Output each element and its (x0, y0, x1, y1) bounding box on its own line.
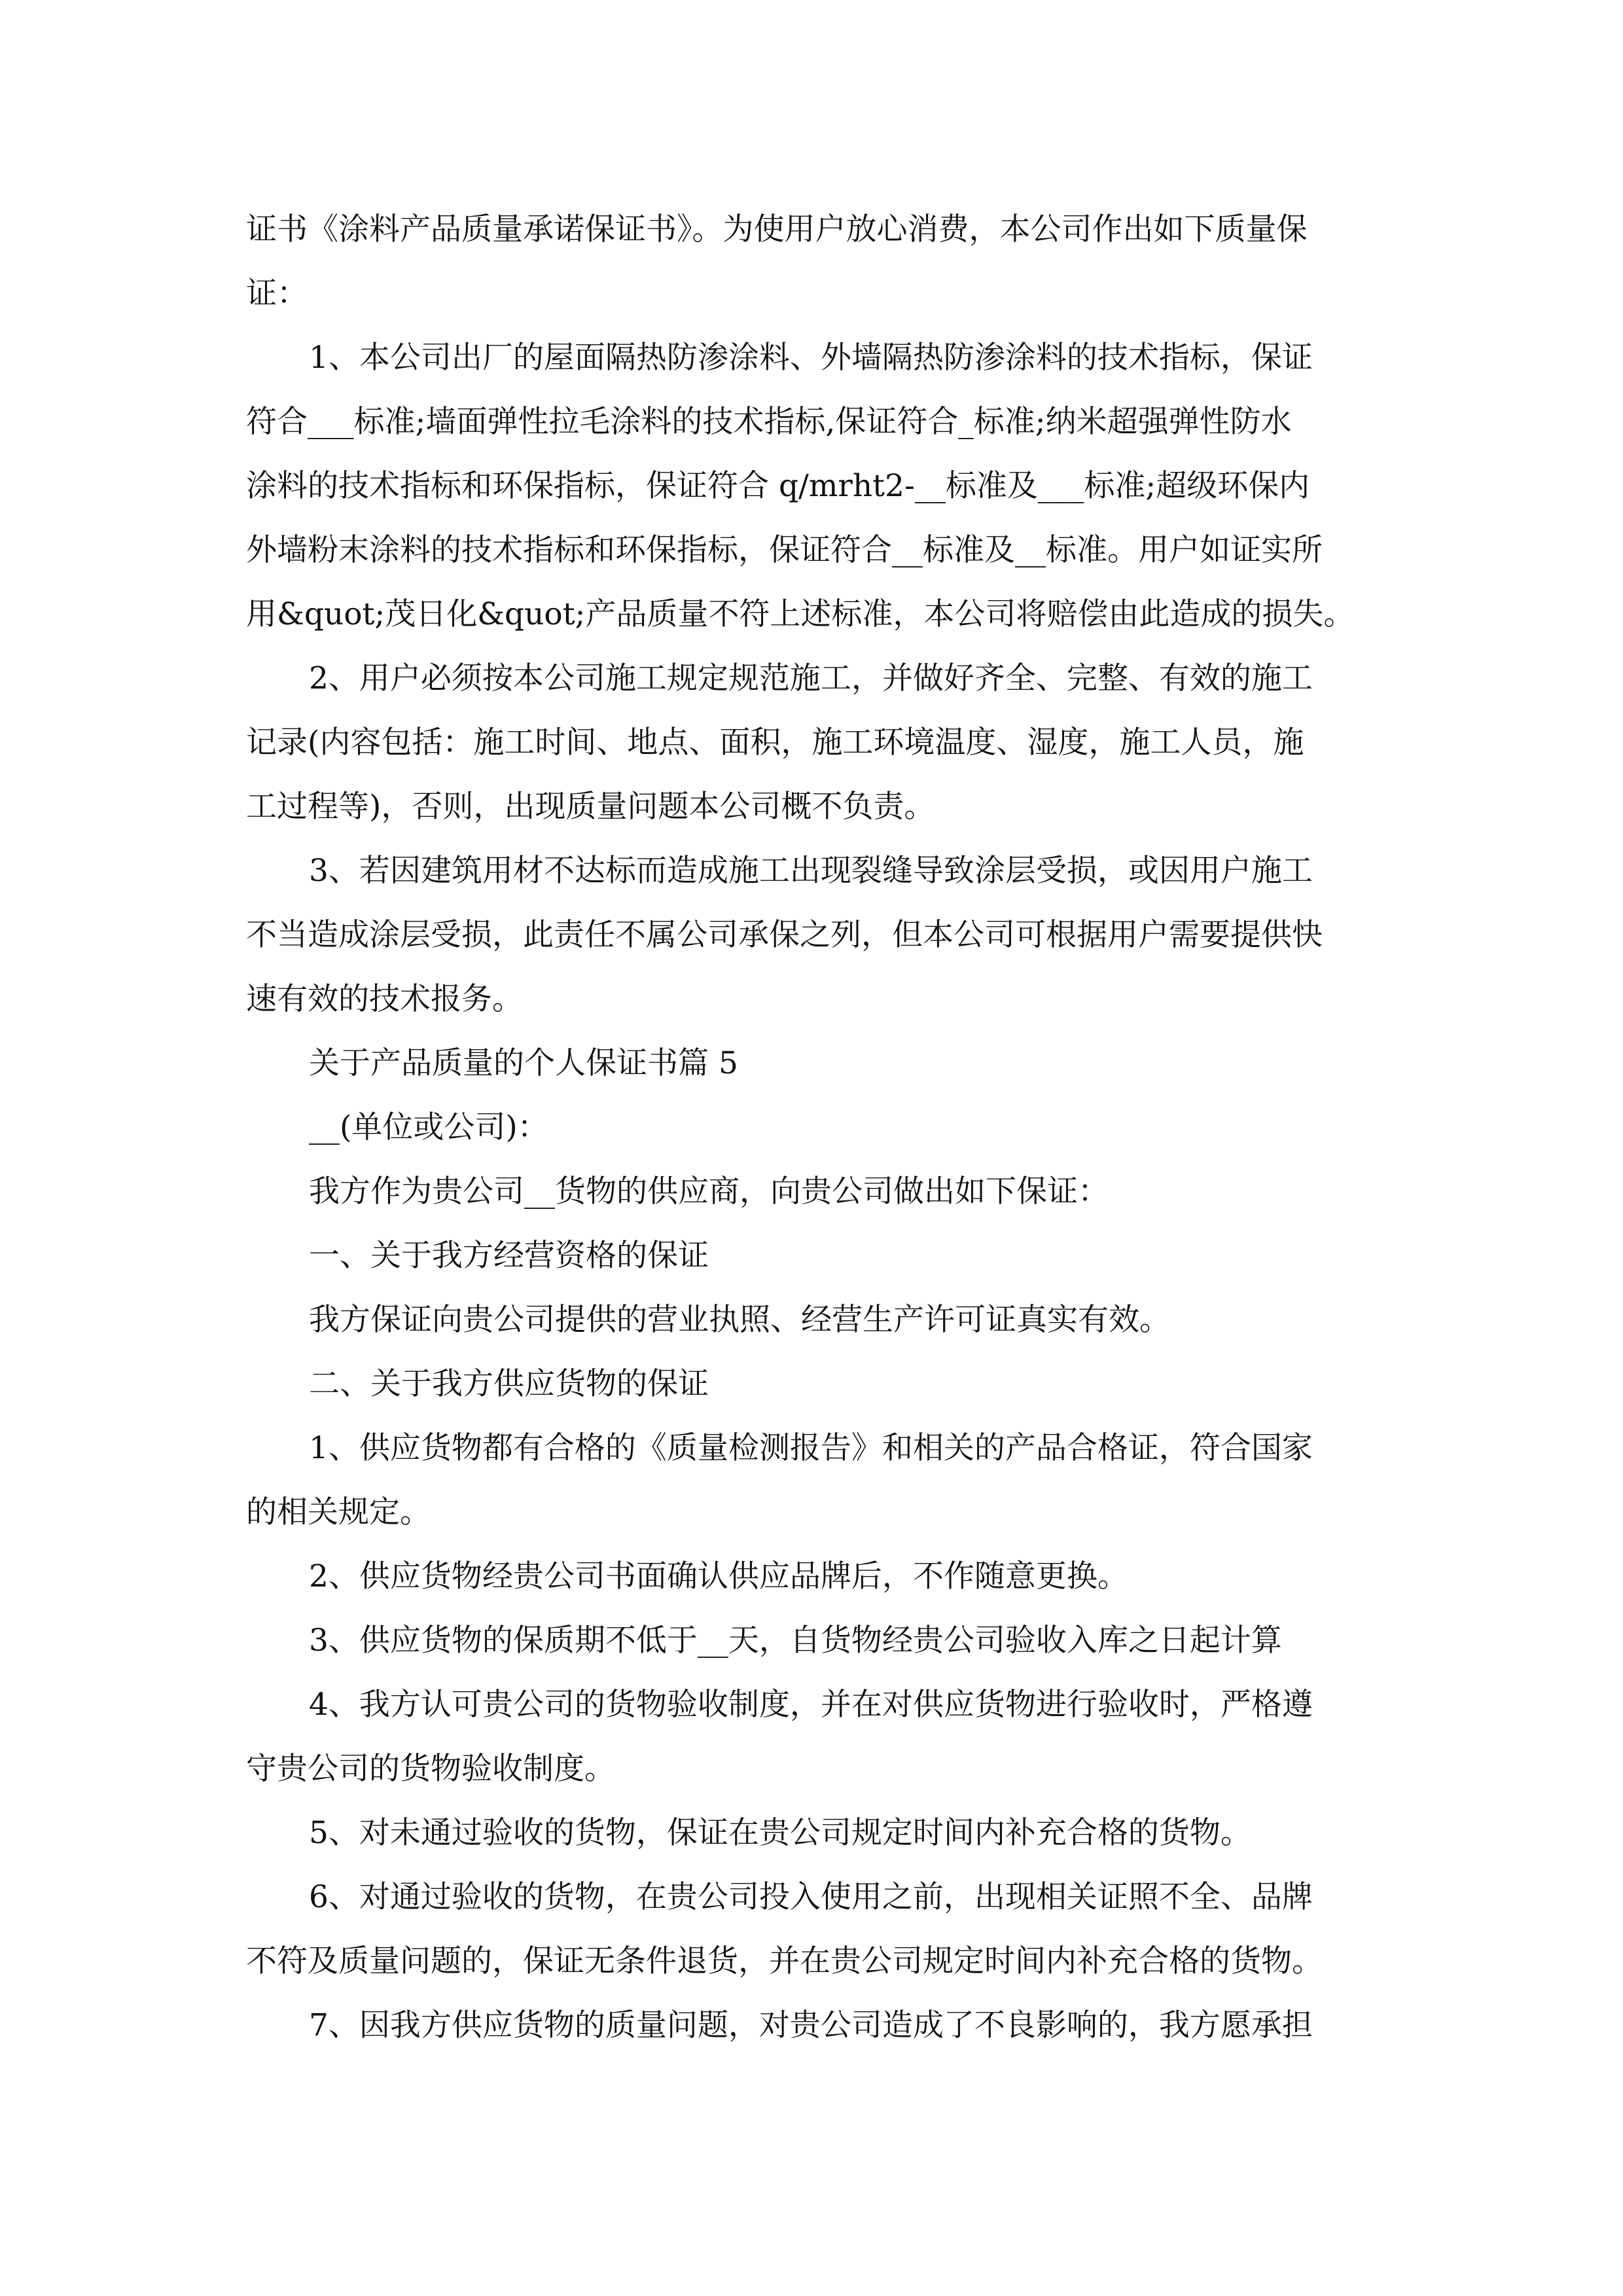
text-line: 证书《涂料产品质量承诺保证书》。为使用户放心消费，本公司作出如下质量保 (246, 211, 1308, 247)
text-line: 不符及质量问题的，保证无条件退货，并在贵公司规定时间内补充合格的货物。 (246, 1943, 1323, 1979)
text-line: 记录(内容包括：施工时间、地点、面积，施工环境温度、湿度，施工人员，施 (246, 725, 1304, 761)
text-line: 2、供应货物经贵公司书面确认供应品牌后，不作随意更换。 (309, 1558, 1128, 1594)
text-line: 3、若因建筑用材不达标而造成施工出现裂缝导致涂层受损，或因用户施工 (309, 853, 1313, 889)
text-line: 工过程等)，否则，出现质量问题本公司概不负责。 (246, 789, 935, 825)
text-line: __(单位或公司)： (309, 1109, 548, 1145)
text-line: 4、我方认可贵公司的货物验收制度，并在对供应货物进行验收时，严格遵 (309, 1687, 1313, 1723)
text-line: 5、对未通过验收的货物，保证在贵公司规定时间内补充合格的货物。 (309, 1815, 1251, 1851)
text-line: 速有效的技术报务。 (246, 981, 523, 1017)
text-line: 1、本公司出厂的屋面隔热防渗涂料、外墙隔热防渗涂料的技术指标，保证 (309, 340, 1313, 376)
text-line: 关于产品质量的个人保证书篇 5 (309, 1045, 738, 1081)
text-line: 2、用户必须按本公司施工规定规范施工，并做好齐全、完整、有效的施工 (309, 660, 1313, 696)
text-line: 二、关于我方供应货物的保证 (309, 1366, 709, 1402)
text-line: 的相关规定。 (246, 1494, 431, 1530)
text-line: 用&quot;茂日化&quot;产品质量不符上述标准，本公司将赔偿由此造成的损失。 (246, 596, 1355, 632)
text-line: 1、供应货物都有合格的《质量检测报告》和相关的产品合格证，符合国家 (309, 1430, 1313, 1466)
text-line: 涂料的技术指标和环保指标，保证符合 q/mrht2-__标准及___标准;超级环保内 (246, 468, 1310, 504)
text-line: 3、供应货物的保质期不低于__天，自货物经贵公司验收入库之日起计算 (309, 1623, 1282, 1659)
text-line: 一、关于我方经营资格的保证 (309, 1238, 709, 1274)
text-line: 守贵公司的货物验收制度。 (246, 1751, 615, 1787)
text-line: 7、因我方供应货物的质量问题，对贵公司造成了不良影响的，我方愿承担 (309, 2007, 1313, 2043)
text-line: 我方作为贵公司__货物的供应商，向贵公司做出如下保证： (309, 1174, 1109, 1210)
text-line: 不当造成涂层受损，此责任不属公司承保之列，但本公司可根据用户需要提供快 (246, 917, 1323, 953)
text-line: 6、对通过验收的货物，在贵公司投入使用之前，出现相关证照不全、品牌 (309, 1879, 1313, 1915)
text-line: 外墙粉末涂料的技术指标和环保指标，保证符合__标准及__标准。用户如证实所 (246, 532, 1323, 568)
document-body (246, 198, 1378, 2058)
text-line: 符合___标准;墙面弹性拉毛涂料的技术指标,保证符合_标准;纳米超强弹性防水 (246, 404, 1292, 440)
text-line: 证： (246, 276, 308, 312)
text-line: 我方保证向贵公司提供的营业执照、经营生产许可证真实有效。 (309, 1302, 1170, 1338)
